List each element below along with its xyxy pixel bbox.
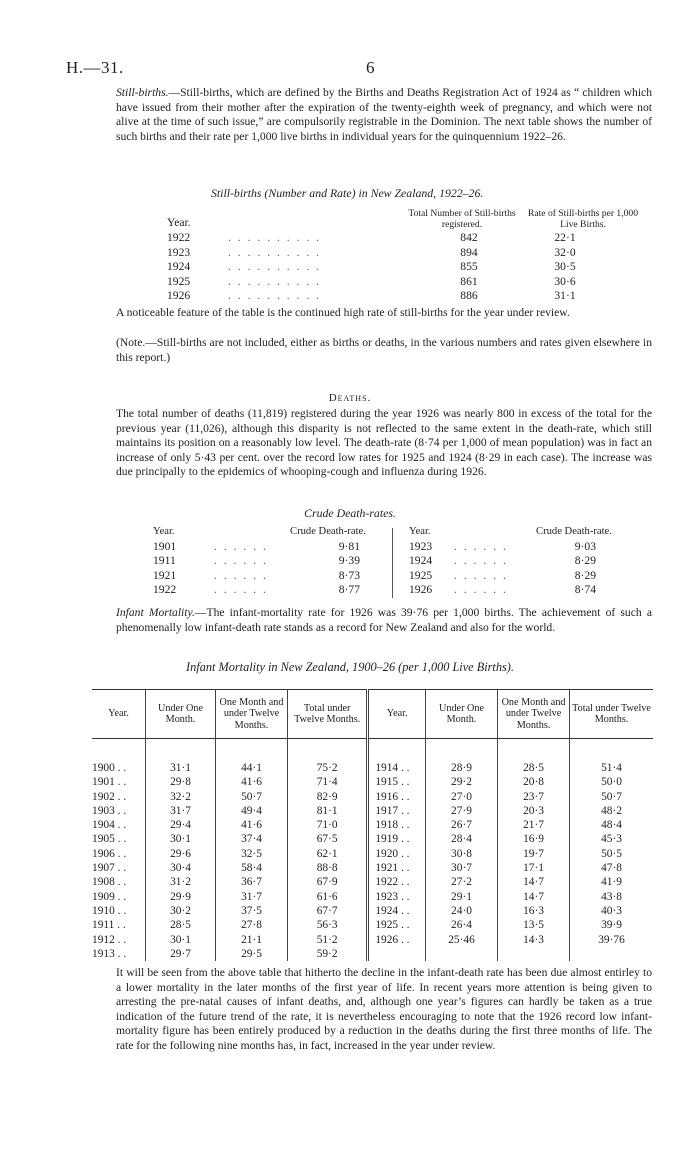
stillbirth-rate: 31·1	[554, 289, 576, 302]
infant-paragraph	[92, 606, 652, 635]
month-twelve-cell: 13·5	[498, 918, 570, 932]
stillbirth-rate: 32·0	[554, 245, 576, 259]
spacer-cell	[288, 739, 368, 762]
table-spacer-row	[92, 739, 653, 762]
year-cell: 1916 . .	[368, 790, 426, 804]
month-twelve-cell: 21·7	[498, 818, 570, 832]
crude-year: 1921	[153, 568, 177, 582]
year-cell: 1903 . .	[92, 804, 127, 817]
year-cell: 1919 . .	[368, 832, 426, 846]
stillbirths-table-caption: Still-births (Number and Rate) in New Zealand, 1922–26.	[211, 186, 484, 200]
total-cell: 50·5	[570, 847, 653, 861]
month-twelve-cell: 16·3	[498, 904, 570, 918]
month-twelve-cell: 27·8	[216, 918, 288, 932]
under-month-cell: 30·2	[146, 904, 216, 918]
spacer-cell	[216, 739, 288, 762]
total-cell: 75·2	[288, 761, 368, 775]
under-month-cell: 31·1	[146, 761, 216, 775]
crude-col-rate-right: Crude Death-rate.	[536, 526, 612, 537]
month-twelve-cell: 58·4	[216, 861, 288, 875]
total-cell: 62·1	[288, 847, 368, 861]
table-row	[92, 847, 653, 861]
total-cell: 51·2	[288, 933, 368, 947]
stillbirths-text: —Still-births, which are defined by the Births and Deaths Registration Act of 1924 as “ children which have issued from their mother after the expiration of the twenty-eighth week of pregnancy, and which were not alive at the time of such issue,” are compulsorily registrable in the Dominion. The next table shows the number of such births and their rate per 1,000 live births in individual years for the quinquennium 1922–26.	[116, 86, 652, 143]
crude-year: 1923	[409, 540, 433, 553]
year-cell: 1926 . .	[368, 933, 426, 947]
table-row	[92, 804, 653, 818]
table-row	[92, 904, 653, 918]
stillbirth-year: 1925	[167, 274, 191, 288]
month-twelve-cell: 14·7	[498, 875, 570, 889]
month-twelve-cell: 37·4	[216, 832, 288, 846]
header-year-right: Year.	[368, 690, 426, 739]
leader-dots: . . . . . .	[214, 554, 268, 568]
year-cell: 1913 . .	[92, 947, 127, 960]
stillbirth-rate: 30·6	[554, 274, 576, 288]
under-month-cell: 27·0	[425, 790, 497, 804]
table-row	[92, 947, 653, 961]
crude-rate: 9·81	[338, 540, 360, 553]
month-twelve-cell: 41·6	[216, 775, 288, 789]
under-month-cell: 29·2	[425, 775, 497, 789]
total-cell: 48·4	[570, 818, 653, 832]
leader-dots: . . . . . .	[214, 582, 268, 596]
spacer-cell	[92, 739, 146, 762]
crude-table-caption: Crude Death-rates.	[304, 506, 396, 520]
under-month-cell	[425, 947, 497, 961]
stillbirths-col-rate: Rate of Still-births per 1,000 Live Births.	[527, 208, 639, 230]
leader-dots: . . . . . . . . . .	[228, 231, 322, 244]
total-cell: 82·9	[288, 790, 368, 804]
total-cell: 50·0	[570, 775, 653, 789]
month-twelve-cell: 28·5	[498, 761, 570, 775]
stillbirths-paragraph	[92, 86, 652, 144]
year-cell	[368, 947, 426, 961]
month-twelve-cell: 14·7	[498, 890, 570, 904]
spacer-cell	[570, 739, 653, 762]
under-month-cell: 32·2	[146, 790, 216, 804]
under-month-cell: 27·2	[425, 875, 497, 889]
header-under-month-left: Under One Month.	[146, 690, 216, 739]
crude-year: 1911	[153, 554, 176, 568]
under-month-cell: 25·46	[425, 933, 497, 947]
crude-rate: 9·39	[338, 554, 360, 568]
month-twelve-cell: 41·6	[216, 818, 288, 832]
crude-rate: 9·03	[574, 540, 596, 553]
total-cell: 48·2	[570, 804, 653, 818]
year-cell: 1918 . .	[368, 818, 426, 832]
table-row	[92, 790, 653, 804]
month-twelve-cell: 21·1	[216, 933, 288, 947]
year-cell: 1905 . .	[92, 833, 127, 846]
year-cell: 1912 . .	[92, 933, 127, 946]
stillbirth-year: 1926	[167, 289, 191, 302]
month-twelve-cell: 20·8	[498, 775, 570, 789]
under-month-cell: 30·7	[425, 861, 497, 875]
total-cell: 81·1	[288, 804, 368, 818]
crude-year: 1925	[409, 568, 433, 582]
deaths-heading: Deaths.	[328, 392, 372, 404]
total-cell: 59·2	[288, 947, 368, 961]
month-twelve-cell: 23·7	[498, 790, 570, 804]
under-month-cell: 29·9	[146, 890, 216, 904]
year-cell: 1904 . .	[92, 819, 127, 832]
month-twelve-cell: 31·7	[216, 890, 288, 904]
month-twelve-cell: 50·7	[216, 790, 288, 804]
month-twelve-cell: 17·1	[498, 861, 570, 875]
total-cell: 43·8	[570, 890, 653, 904]
leader-dots: . . . . . .	[454, 540, 508, 553]
under-month-cell: 28·5	[146, 918, 216, 932]
stillbirth-total: 861	[460, 274, 478, 288]
crude-year: 1922	[153, 582, 177, 596]
stillbirth-rate: 30·5	[554, 260, 576, 273]
table-row	[92, 933, 653, 947]
total-cell: 71·4	[288, 775, 368, 789]
leader-dots: . . . . . .	[454, 568, 508, 582]
month-twelve-cell: 36·7	[216, 875, 288, 889]
crude-divider	[392, 528, 393, 598]
month-twelve-cell: 49·4	[216, 804, 288, 818]
under-month-cell: 28·4	[425, 832, 497, 846]
table-row	[92, 818, 653, 832]
under-month-cell: 31·2	[146, 875, 216, 889]
stillbirths-col-year: Year.	[167, 216, 191, 229]
infant-mortality-table	[92, 689, 653, 961]
year-cell: 1922 . .	[368, 875, 426, 889]
spacer-cell	[146, 739, 216, 762]
year-cell: 1909 . .	[92, 890, 127, 903]
total-cell: 47·8	[570, 861, 653, 875]
under-month-cell: 30·4	[146, 861, 216, 875]
under-month-cell: 31·7	[146, 804, 216, 818]
under-month-cell: 26·4	[425, 918, 497, 932]
leader-dots: . . . . . . . . . .	[228, 245, 322, 259]
under-month-cell: 30·1	[146, 933, 216, 947]
stillbirth-total: 886	[460, 289, 478, 302]
crude-rate: 8·77	[338, 582, 360, 596]
crude-rate: 8·29	[574, 554, 596, 568]
table-row	[92, 875, 653, 889]
header-month-twelve-left: One Month and under Twelve Months.	[216, 690, 288, 739]
header-month-twelve-right: One Month and under Twelve Months.	[498, 690, 570, 739]
spacer-cell	[368, 739, 426, 762]
crude-year: 1901	[153, 540, 177, 553]
year-cell: 1911 . .	[92, 919, 126, 932]
series-code: H.—31.	[66, 58, 124, 77]
month-twelve-cell: 32·5	[216, 847, 288, 861]
table-row	[92, 832, 653, 846]
leader-dots: . . . . . . . . . .	[228, 289, 322, 302]
under-month-cell: 30·1	[146, 832, 216, 846]
total-cell: 45·3	[570, 832, 653, 846]
year-cell: 1915 . .	[368, 775, 426, 789]
spacer-cell	[425, 739, 497, 762]
under-month-cell: 26·7	[425, 818, 497, 832]
stillbirth-rate: 22·1	[554, 231, 576, 244]
year-cell: 1925 . .	[368, 918, 426, 932]
closing-paragraph: It will be seen from the above table that hitherto the decline in the infant-death rate has been due almost entirley to a lower mortality in the later months of the first year of life. In recent years more attention is being given to arresting the pre-natal causes of infant deaths, and, although one year’s figures can hardly be taken as a true indication of the future trend of the rate, it is nevertheless encouraging to note that the 1926 record low infant-mortality figure has been entirely produced by a reduction in the deaths during the first three months of life. The rate for the following nine months has, in fact, increased in the year under review.	[116, 966, 652, 1052]
total-cell: 51·4	[570, 761, 653, 775]
crude-col-rate-left: Crude Death-rate.	[290, 526, 366, 537]
total-cell: 67·7	[288, 904, 368, 918]
crude-col-year-right: Year.	[409, 526, 431, 537]
year-cell: 1901 . .	[92, 776, 127, 789]
year-cell: 1900 . .	[92, 762, 127, 774]
infant-lead: Infant Mortality.	[116, 606, 195, 619]
header-under-month-right: Under One Month.	[425, 690, 497, 739]
under-month-cell: 30·8	[425, 847, 497, 861]
leader-dots: . . . . . .	[454, 582, 508, 596]
stillbirth-total: 842	[460, 231, 478, 244]
total-cell: 67·9	[288, 875, 368, 889]
year-cell: 1906 . .	[92, 847, 127, 860]
deaths-paragraph: The total number of deaths (11,819) registered during the year 1926 was nearly 800 in excess of the total for the previous year (11,026), although this disparity is not reflected to the same extent in the death-rate, which still maintains its position on a reasonably low level. The death-rate (8·74 per 1,000 of mean population) was in fact an increase of only 5·43 per cent. over the record low rates for 1925 and 1924 (8·29 in each case). The increase was due principally to the epidemics of whooping-cough and influenza during 1926.	[116, 407, 652, 479]
page-number: 6	[366, 58, 375, 77]
year-cell: 1920 . .	[368, 847, 426, 861]
under-month-cell: 29·7	[146, 947, 216, 961]
year-cell: 1907 . .	[92, 862, 127, 875]
under-month-cell: 27·9	[425, 804, 497, 818]
month-twelve-cell: 16·9	[498, 832, 570, 846]
total-cell: 88·8	[288, 861, 368, 875]
leader-dots: . . . . . .	[454, 554, 508, 568]
infant-table-caption: Infant Mortality in New Zealand, 1900–26 (per 1,000 Live Births).	[186, 660, 514, 674]
month-twelve-cell: 37·5	[216, 904, 288, 918]
stillbirth-total: 855	[460, 260, 478, 273]
stillbirth-total: 894	[460, 245, 478, 259]
spacer-cell	[498, 739, 570, 762]
under-month-cell: 24·0	[425, 904, 497, 918]
total-cell: 39·76	[570, 933, 653, 947]
year-cell: 1908 . .	[92, 876, 127, 889]
table-row	[92, 918, 653, 932]
stillbirth-year: 1922	[167, 231, 191, 244]
leader-dots: . . . . . . . . . .	[228, 274, 322, 288]
header-year-left: Year.	[108, 708, 129, 720]
year-cell: 1902 . .	[92, 790, 127, 803]
under-month-cell: 29·6	[146, 847, 216, 861]
month-twelve-cell	[498, 947, 570, 961]
total-cell: 41·9	[570, 875, 653, 889]
year-cell: 1910 . .	[92, 904, 127, 917]
table-row	[92, 775, 653, 789]
stillbirths-note-1: A noticeable feature of the table is the continued high rate of still-births for the year under review.	[116, 306, 570, 319]
crude-year: 1924	[409, 554, 433, 568]
month-twelve-cell: 19·7	[498, 847, 570, 861]
total-cell: 39·9	[570, 918, 653, 932]
leader-dots: . . . . . .	[214, 540, 268, 553]
under-month-cell: 29·8	[146, 775, 216, 789]
stillbirth-year: 1924	[167, 260, 191, 273]
year-cell: 1924 . .	[368, 904, 426, 918]
header-total-right: Total under Twelve Months.	[570, 690, 653, 739]
infant-table-body	[92, 739, 653, 962]
month-twelve-cell: 29·5	[216, 947, 288, 961]
month-twelve-cell: 20·3	[498, 804, 570, 818]
month-twelve-cell: 14·3	[498, 933, 570, 947]
under-month-cell: 28·9	[425, 761, 497, 775]
infant-text: —The infant-mortality rate for 1926 was 39·76 per 1,000 births. The achievement of such a phenomenally low infant-death rate stands as a record for New Zealand and also for the world.	[116, 606, 652, 634]
crude-col-year-left: Year.	[153, 526, 175, 537]
total-cell: 67·5	[288, 832, 368, 846]
total-cell: 61·6	[288, 890, 368, 904]
infant-table-header	[92, 690, 653, 739]
table-row	[92, 890, 653, 904]
year-cell: 1923 . .	[368, 890, 426, 904]
month-twelve-cell: 44·1	[216, 761, 288, 775]
total-cell: 40·3	[570, 904, 653, 918]
leader-dots: . . . . . . . . . .	[228, 260, 322, 273]
crude-year: 1926	[409, 582, 433, 596]
under-month-cell: 29·4	[146, 818, 216, 832]
stillbirths-note-2: (Note.—Still-births are not included, either as births or deaths, in the various numbers and rates given elsewhere in this report.)	[116, 336, 652, 364]
total-cell: 71·0	[288, 818, 368, 832]
stillbirth-year: 1923	[167, 245, 191, 259]
crude-rate: 8·29	[574, 568, 596, 582]
total-cell	[570, 947, 653, 961]
year-cell: 1914 . .	[368, 761, 426, 775]
total-cell: 56·3	[288, 918, 368, 932]
stillbirths-lead: Still-births.	[116, 86, 169, 99]
under-month-cell: 29·1	[425, 890, 497, 904]
header-total-left: Total under Twelve Months.	[288, 690, 368, 739]
year-cell: 1917 . .	[368, 804, 426, 818]
crude-rate: 8·73	[338, 568, 360, 582]
table-row	[92, 761, 653, 775]
table-row	[92, 861, 653, 875]
stillbirths-col-total: Total Number of Still-births registered.	[408, 208, 516, 230]
crude-rate: 8·74	[574, 582, 596, 596]
total-cell: 50·7	[570, 790, 653, 804]
leader-dots: . . . . . .	[214, 568, 268, 582]
year-cell: 1921 . .	[368, 861, 426, 875]
